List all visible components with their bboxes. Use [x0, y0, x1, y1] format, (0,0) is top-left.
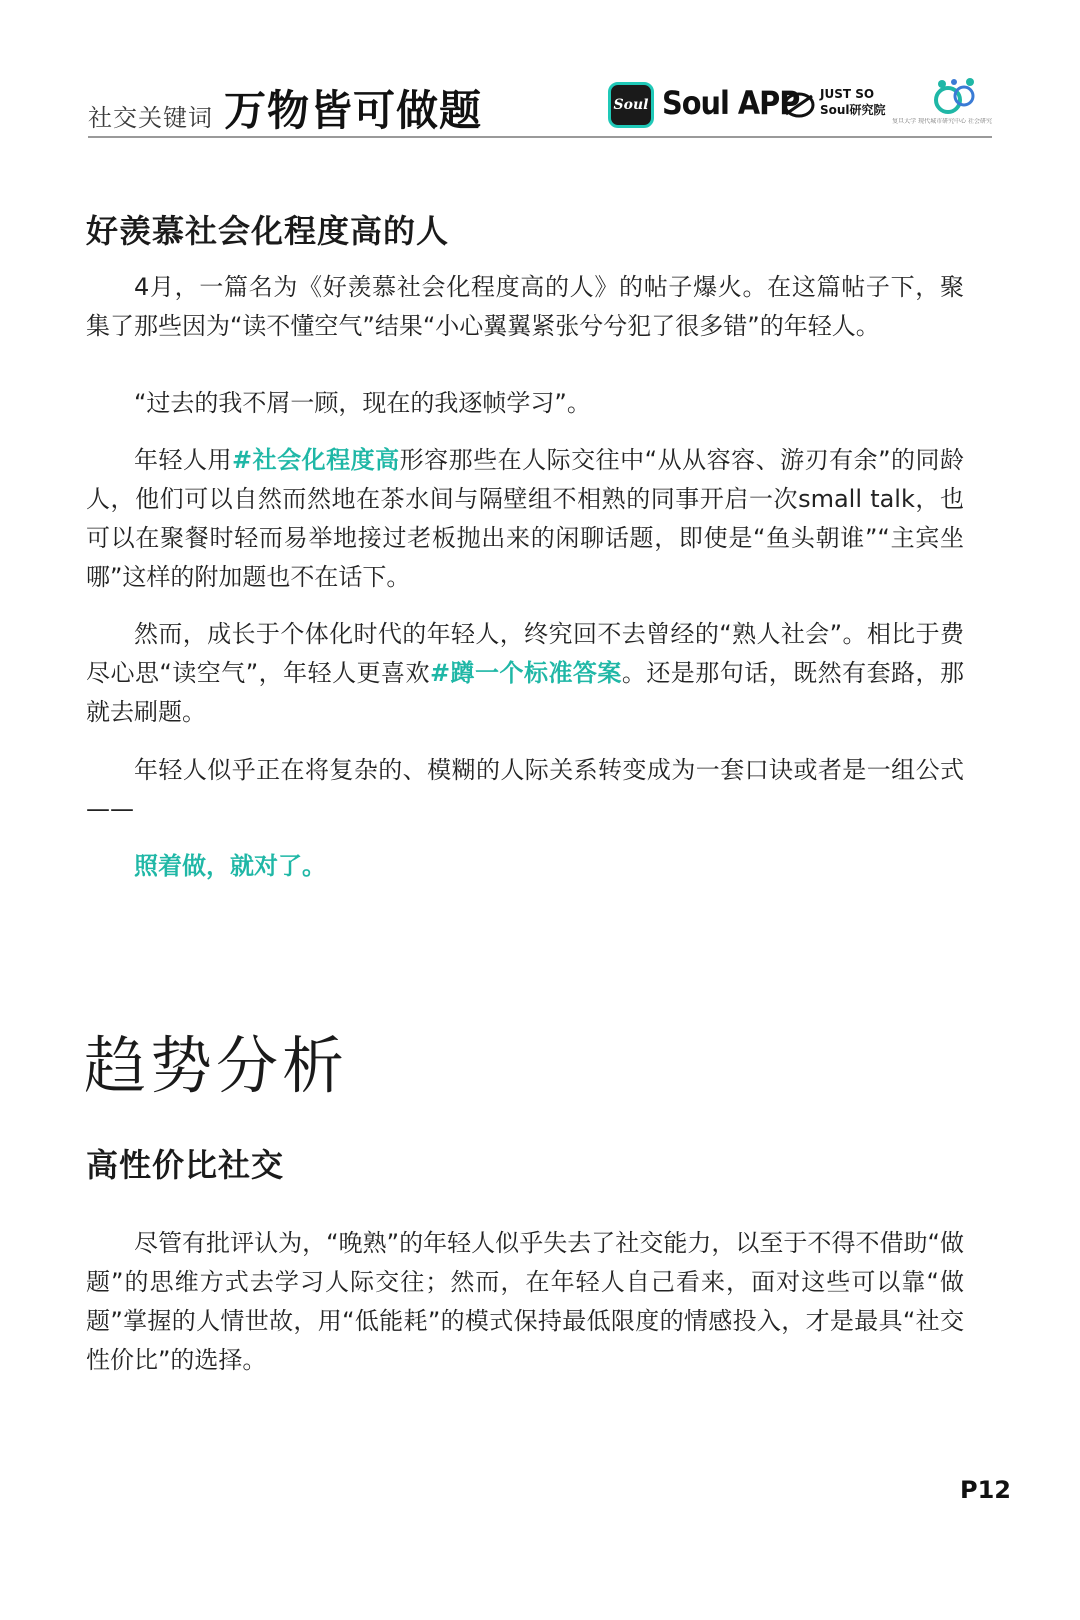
paragraph-5: 年轻人似乎正在将复杂的、模糊的人际关系转变成为一套口诀或者是一组公式——: [86, 756, 964, 823]
trend-analysis-heading: 趋势分析: [84, 1029, 349, 1102]
paragraph-4-after: 。还是那句话，既然有套路，那就去刷题。: [86, 659, 965, 726]
paragraph-4-before: 然而，成长于个体化时代的年轻人，终究回不去曾经的“熟人社会”。相比于费尽心思“读空气”，年轻人更喜欢: [86, 620, 964, 687]
paragraph-3: [86, 441, 964, 597]
paragraph-3-after: 形容那些在人际交往中“从从容容、游刃有余”的同龄人，他们可以自然而然地在茶水间与隔壁组不相熟的同事开启一次small talk，也可以在聚餐时轻而易举地接过老板抛出来的闲聊话题，即使是“鱼头朝谁”“主宾坐哪”这样的附加题也不在话下。: [86, 446, 965, 591]
justso-logo-text: [820, 86, 900, 118]
justso-logo-icon: [782, 88, 816, 122]
page-number: P12: [960, 1476, 1011, 1504]
paragraph-3-before: 年轻人用: [134, 446, 233, 474]
paragraph-2: “过去的我不屑一顾，现在的我逐帧学习”。: [134, 389, 591, 417]
header-title: 万物皆可做题: [224, 86, 483, 135]
hashtag-standard-answer: #蹲一个标准答案: [429, 659, 622, 687]
soul-app-logo-text: Soul APP: [662, 84, 800, 122]
justso-logo-line2: Soul研究院: [820, 103, 886, 117]
paragraph-1: 4月，一篇名为《好羡慕社会化程度高的人》的帖子爆火。在这篇帖子下，聚集了那些因为“读不懂空气”结果“小心翼翼紧张兮兮犯了很多错”的年轻人。: [86, 273, 964, 340]
paragraph-4: [86, 615, 964, 732]
section-title-envy: 好羡慕社会化程度高的人: [86, 212, 450, 250]
research-center-logo-text: 复旦大学 现代城市研究中心 社会研究: [892, 118, 992, 125]
paragraph-6: 尽管有批评认为，“晚熟”的年轻人似乎失去了社交能力，以至于不得不借助“做题”的思维方式去学习人际交往；然而，在年轻人自己看来，面对这些可以靠“做题”掌握的人情世故，用“低能耗”的模式保持最低限度的情感投入，才是最具“社交性价比”的选择。: [86, 1229, 964, 1374]
header-keyword-label: 社交关键词: [88, 104, 213, 132]
soul-app-logo-icon: Soul: [608, 82, 654, 128]
page-header: [88, 74, 992, 138]
highlight-conclusion: 照着做，就对了。: [134, 852, 326, 880]
hashtag-social-degree: #社会化程度高: [232, 446, 400, 474]
justso-logo-line1: JUST SO: [820, 87, 875, 101]
section-title-cost-effective: 高性价比社交: [86, 1146, 285, 1184]
